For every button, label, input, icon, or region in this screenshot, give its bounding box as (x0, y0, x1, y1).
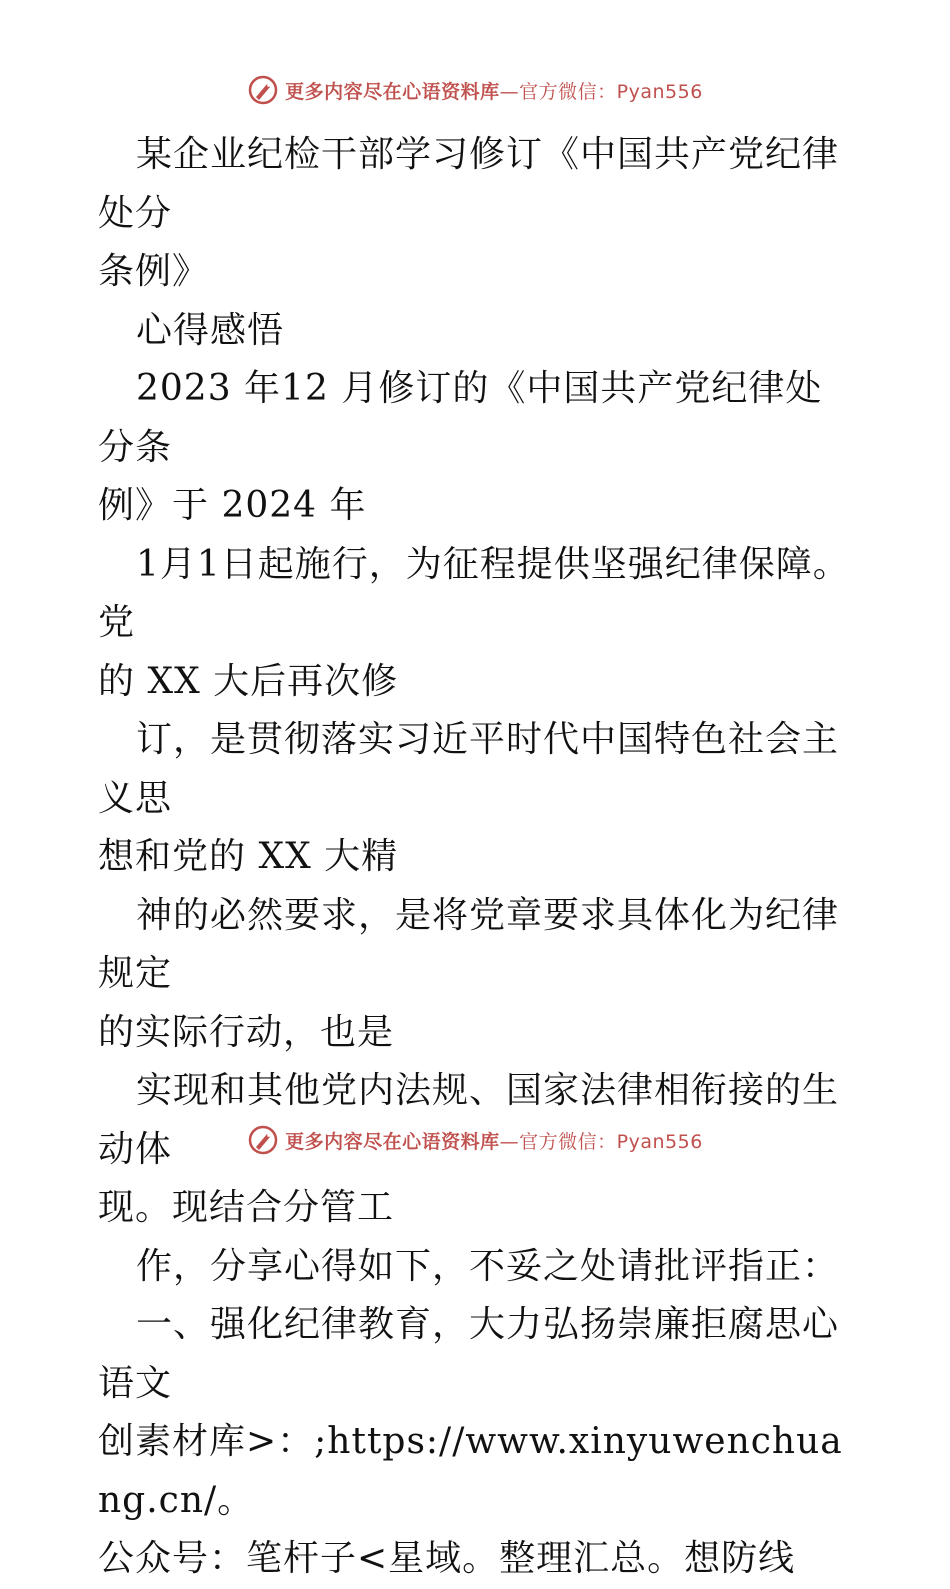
line-head: 某企业纪检干部学习修订《中国共产党纪律处分 (98, 134, 840, 234)
line-head: 2023 年12 月修订的《中国共产党纪律处分条 (98, 368, 823, 468)
body-line (98, 536, 858, 712)
body-line (98, 360, 858, 536)
body-line (98, 887, 858, 1063)
watermark-wechat-text: 官方微信：Pyan556 (519, 80, 703, 103)
title-line (98, 126, 858, 302)
line-tail: 创素材库>：;https://www.xinyuwenchuang.cn/。 (98, 1421, 843, 1521)
watermark-main-text: 更多内容尽在心语资料库 (285, 80, 500, 103)
line-head: 订，是贯彻落实习近平时代中国特色社会主义思 (98, 719, 840, 819)
watermark-wechat-text: 官方微信：Pyan556 (519, 1130, 703, 1153)
watermark-separator: — (499, 1130, 520, 1153)
watermark-main-text: 更多内容尽在心语资料库 (285, 1130, 500, 1153)
line-head: 一、强化纪律教育，大力弘扬崇廉拒腐思心语文 (98, 1304, 840, 1404)
line-head: 心得感悟 (136, 309, 285, 351)
line-head: 实现和其他党内法规、国家法律相衔接的生动体 (98, 1070, 840, 1170)
subtitle-line (98, 302, 858, 361)
body-line (98, 711, 858, 887)
line-head: 作，分享心得如下，不妥之处请批评指正： (136, 1245, 840, 1287)
section-heading-line (98, 1296, 858, 1589)
line-tail: 现。现结合分管工 (98, 1187, 395, 1228)
document-body (98, 126, 858, 1589)
watermark-text (285, 1127, 703, 1154)
body-line (98, 1238, 858, 1297)
line-head: 1月1日起施行，为征程提供坚强纪律保障。党 (98, 543, 850, 643)
line-tail: 想和党的 XX 大精 (98, 836, 399, 877)
line-tail: 公众号：笔杆子<星域。整理汇总。想防线 (98, 1538, 796, 1579)
line-head: 神的必然要求，是将党章要求具体化为纪律规定 (98, 894, 840, 994)
watermark-separator: — (499, 80, 520, 103)
line-tail: 的实际行动，也是 (98, 1011, 395, 1053)
line-tail: 例》于 2024 年 (98, 485, 367, 526)
line-tail: 的 XX 大后再次修 (98, 660, 399, 702)
watermark-banner-top (0, 70, 950, 110)
watermark-banner-bottom (0, 1120, 950, 1160)
line-tail: 条例》 (98, 251, 210, 292)
pen-nib-logo-icon (247, 1124, 279, 1156)
pen-nib-logo-icon (247, 74, 279, 106)
watermark-text (285, 77, 703, 104)
